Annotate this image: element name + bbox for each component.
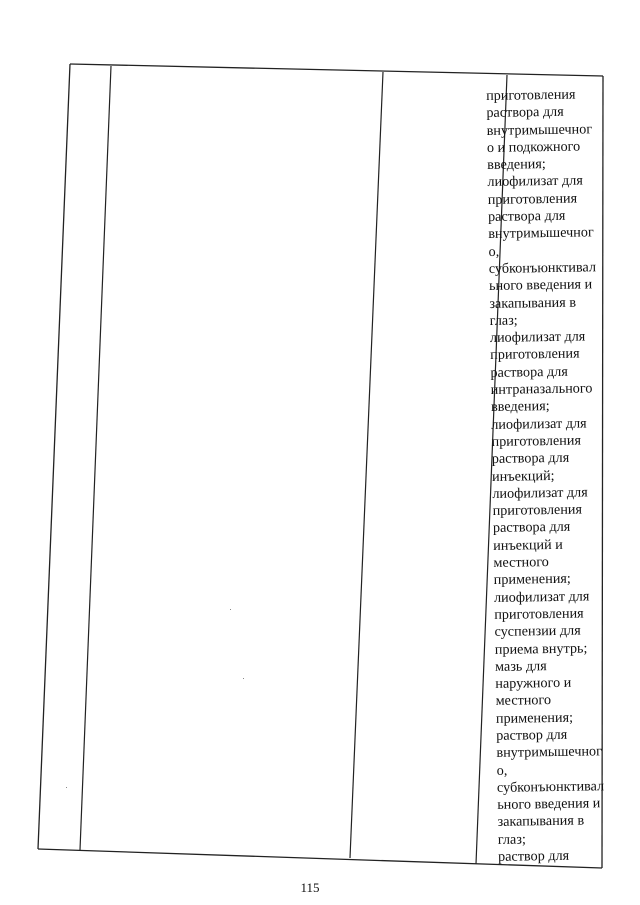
cell-text-line: инъекций и: [493, 536, 563, 554]
cell-text-line: субконъюнктивал: [496, 778, 605, 796]
cell-text-line: наружного и: [495, 674, 572, 693]
cell-text-line: приготовления: [490, 346, 580, 364]
scan-speck: [243, 678, 244, 679]
cell-text-line: мазь для: [494, 657, 547, 675]
cell-text-line: лиофилизат для: [489, 328, 586, 347]
cell-text-line: раствора для: [486, 104, 564, 122]
column-divider-1: [80, 66, 111, 850]
cell-text-line: внутримышечног: [488, 224, 594, 243]
cell-text-line: интраназального: [490, 380, 593, 399]
cell-text-line: внутримышечног: [486, 120, 593, 139]
cell-text-line: приготовления: [492, 501, 583, 520]
cell-text-line: раствора для: [492, 519, 571, 537]
cell-text-line: местного: [495, 692, 552, 710]
cell-text-line: закапывания в: [489, 294, 577, 312]
cell-text-line: лиофилизат для: [491, 415, 587, 433]
cell-text-line: приготовления: [494, 605, 584, 623]
cell-text-line: ьного введения и: [497, 795, 601, 814]
cell-text-line: инъекций;: [491, 467, 555, 485]
column-divider-2: [350, 72, 383, 858]
cell-text-line: ьного введения и: [488, 276, 593, 295]
page-number: 115: [300, 880, 320, 895]
cell-text-line: о,: [496, 762, 508, 779]
cell-text-line: раствора для: [490, 363, 568, 381]
cell-text-line: лиофилизат для: [492, 484, 588, 502]
table-top-border: [70, 64, 603, 76]
cell-text-line: суспензии для: [494, 622, 581, 641]
table-left-border: [38, 64, 70, 849]
cell-text-line: раствор для: [497, 847, 570, 865]
cell-text-line: введения;: [487, 156, 546, 174]
dosage-forms-cell: [486, 86, 616, 868]
cell-text-line: закапывания в: [497, 813, 585, 831]
cell-text-line: внутримышечног: [496, 743, 603, 762]
cell-text-line: приготовления: [486, 86, 576, 104]
cell-text-line: о и подкожного: [486, 138, 581, 156]
cell-text-line: раствора для: [487, 207, 566, 226]
cell-text-line: глаз;: [489, 312, 518, 329]
cell-text-line: лиофилизат для: [493, 588, 590, 606]
cell-text-line: о,: [488, 243, 500, 260]
scan-speck: [66, 787, 67, 788]
cell-text-line: глаз;: [497, 831, 526, 848]
cell-text-line: приема внутрь;: [494, 639, 588, 658]
cell-text-line: применения;: [493, 571, 571, 589]
cell-text-line: местного: [493, 554, 549, 571]
cell-text-line: приготовления: [487, 190, 578, 208]
scan-speck: [230, 609, 231, 610]
cell-text-line: введения;: [490, 398, 550, 416]
cell-text-line: субконъюнктивал: [488, 259, 597, 277]
cell-text-line: лиофилизат для: [487, 172, 583, 191]
cell-text-line: приготовления: [491, 432, 582, 450]
cell-text-line: применения;: [495, 709, 574, 727]
cell-text-line: раствора для: [491, 449, 570, 468]
cell-text-line: раствор для: [496, 726, 568, 744]
